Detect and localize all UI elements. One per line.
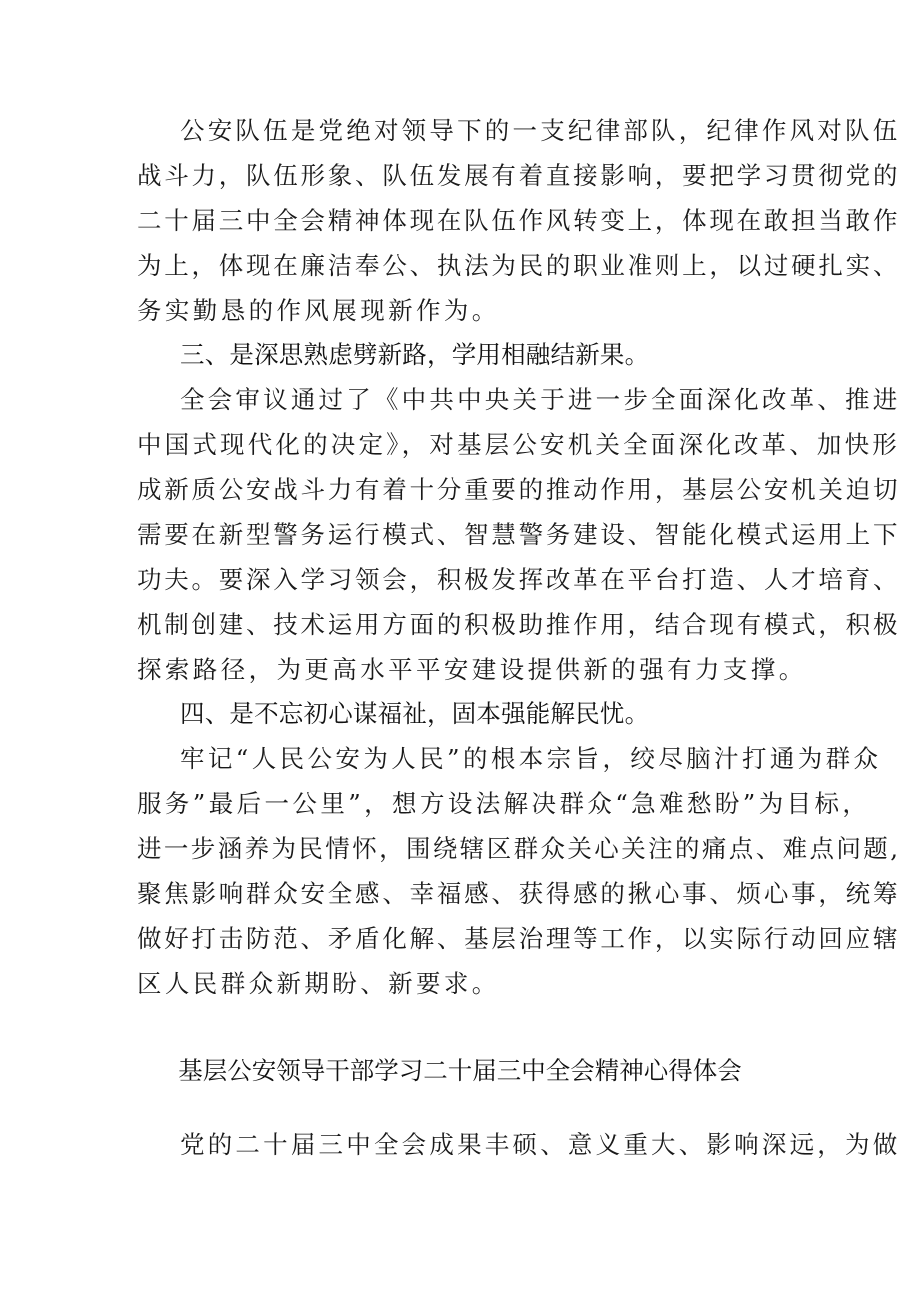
paragraph-line: 公安队伍是党绝对领导下的一支纪律部队，纪律作风对队伍: [180, 116, 901, 145]
paragraph-line: 战斗力，队伍形象、队伍发展有着直接影响，要把学习贯彻党的: [137, 161, 901, 190]
paragraph-line: 成新质公安战斗力有着十分重要的推动作用，基层公安机关迫切: [137, 475, 901, 504]
paragraph-line: 区人民群众新期盼、新要求。: [137, 969, 500, 998]
paragraph-line: 机制创建、技术运用方面的积极助推作用，结合现有模式，积极: [137, 610, 901, 639]
paragraph-line: 全会审议通过了《中共中央关于进一步全面深化改革、推进: [180, 385, 901, 414]
article-title: 基层公安领导干部学习二十届三中全会精神心得体会: [178, 1056, 742, 1085]
section-heading-4: 四、是不忘初心谋福祉，固本强能解民忧。: [180, 699, 650, 728]
section-heading-3: 三、是深思熟虑劈新路，学用相融结新果。: [180, 340, 650, 369]
paragraph-line: 党的二十届三中全会成果丰硕、意义重大、影响深远，为做: [180, 1130, 901, 1159]
paragraph-line: 牢记“人民公安为人民”的根本宗旨，绞尽脑汁打通为群众: [180, 744, 882, 773]
paragraph-line: 中国式现代化的决定》，对基层公安机关全面深化改革、加快形: [137, 430, 900, 459]
paragraph-line: 二十届三中全会精神体现在队伍作风转变上，体现在敢担当敢作: [137, 206, 901, 235]
paragraph-line: 聚焦影响群众安全感、幸福感、获得感的揪心事、烦心事，统筹: [137, 879, 901, 908]
paragraph-line: 服务”最后一公里”，想方设法解决群众“急难愁盼”为目标，: [137, 789, 871, 818]
paragraph-line: 探索路径，为更高水平平安建设提供新的强有力支撑。: [137, 655, 807, 684]
paragraph-line: 功夫。要深入学习领会，积极发挥改革在平台打造、人才培育、: [137, 565, 901, 594]
paragraph-line: 为上，体现在廉洁奉公、执法为民的职业准则上，以过硬扎实、: [137, 251, 901, 280]
paragraph-line: 需要在新型警务运行模式、智慧警务建设、智能化模式运用上下: [137, 520, 901, 549]
paragraph-line: 进一步涵养为民情怀，围绕辖区群众关心关注的痛点、难点问题,: [137, 834, 901, 863]
paragraph-line: 做好打击防范、矛盾化解、基层治理等工作，以实际行动回应辖: [137, 924, 901, 953]
paragraph-line: 务实勤恳的作风展现新作为。: [137, 296, 500, 325]
